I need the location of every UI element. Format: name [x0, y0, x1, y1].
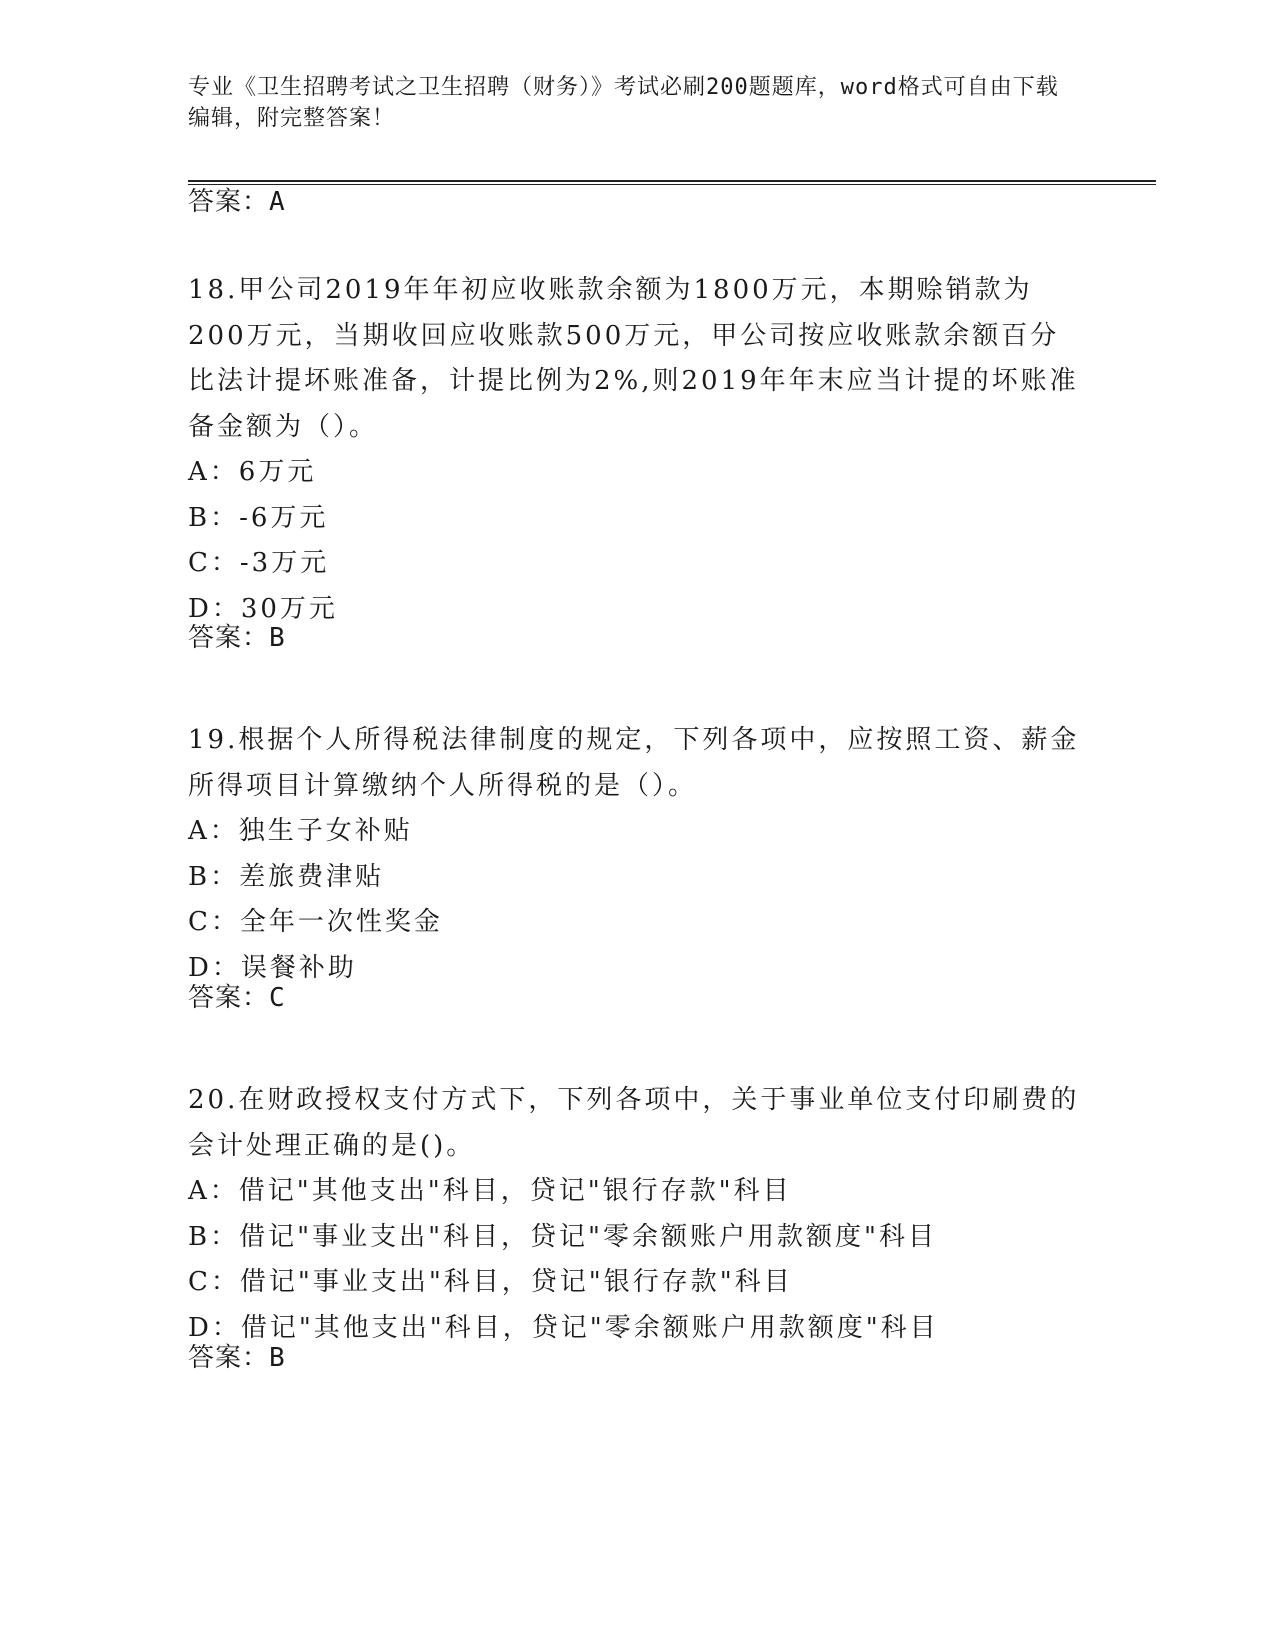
- question-stem: 19.根据个人所得税法律制度的规定，下列各项中，应按照工资、薪金所得项目计算缴纳个人所得税的是（）。: [188, 725, 1080, 801]
- option-b: B：借记"事业支出"科目，贷记"零余额账户用款额度"科目: [188, 1221, 937, 1252]
- option-d: D：借记"其他支出"科目，贷记"零余额账户用款额度"科目: [188, 1312, 939, 1343]
- option-d: D：误餐补助: [188, 952, 357, 983]
- option-a: A：借记"其他支出"科目，贷记"银行存款"科目: [188, 1176, 792, 1206]
- answer-18: 答案：B: [188, 623, 286, 653]
- question-20: [188, 1078, 1088, 1351]
- option-c: C：借记"事业支出"科目，贷记"银行存款"科目: [188, 1267, 793, 1297]
- option-d: D：30万元: [188, 593, 338, 624]
- page-header: 专业《卫生招聘考试之卫生招聘（财务）》考试必刷200题题库，word格式可自由下载编辑，附完整答案！: [188, 75, 1059, 131]
- question-stem: 20.在财政授权支付方式下，下列各项中，关于事业单位支付印刷费的会计处理正确的是()。: [188, 1085, 1080, 1161]
- option-b: B：差旅费津贴: [188, 861, 385, 892]
- option-a: A：6万元: [188, 457, 317, 487]
- answer-20: 答案：B: [188, 1343, 286, 1373]
- option-c: C：-3万元: [188, 548, 330, 578]
- header-divider: [188, 180, 1156, 185]
- option-a: A：独生子女补贴: [188, 816, 413, 846]
- question-18: [188, 268, 1088, 632]
- answer-previous: 答案：A: [188, 187, 286, 217]
- question-stem: 18.甲公司2019年年初应收账款余额为1800万元，本期赊销款为200万元，当期收回应收账款500万元，甲公司按应收账款余额百分比法计提坏账准备，计提比例为2%,则2019年年末应当计提的坏账准备金额为（）。: [188, 275, 1079, 442]
- question-19: [188, 718, 1088, 991]
- option-c: C：全年一次性奖金: [188, 907, 443, 937]
- answer-19: 答案：C: [188, 983, 286, 1013]
- option-b: B：-6万元: [188, 502, 329, 533]
